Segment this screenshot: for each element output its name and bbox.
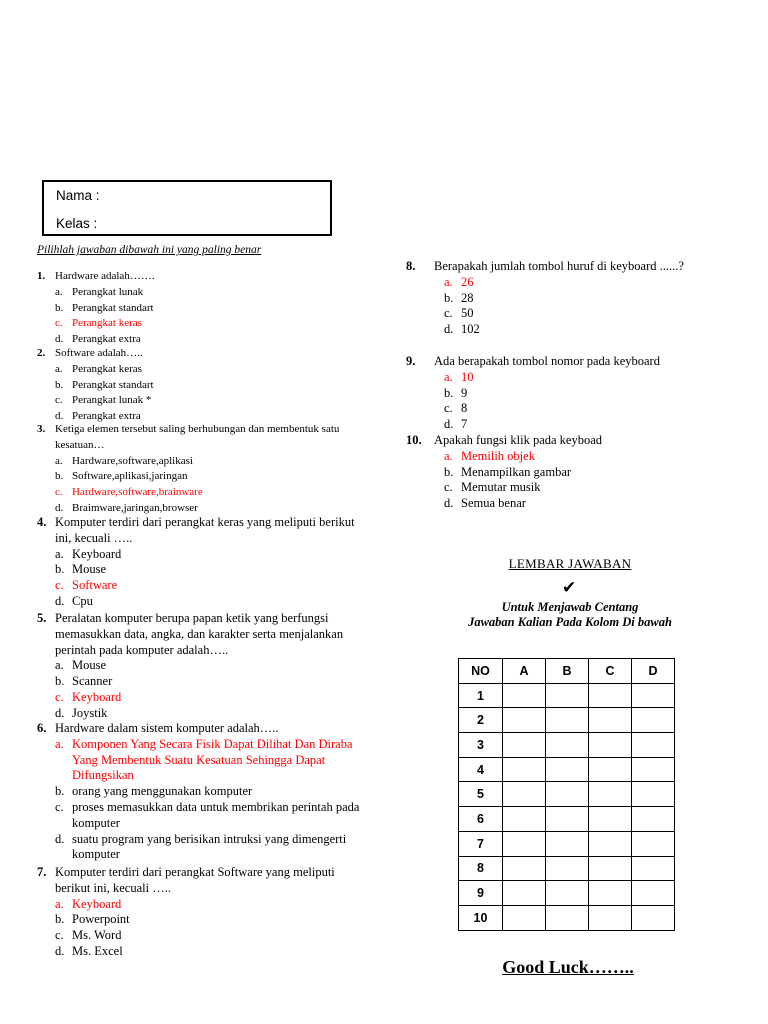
option-d (406, 496, 726, 512)
option-text: Joystik (72, 705, 108, 720)
answer-sheet-instruction-line: Jawaban Kalian Pada Kolom Di bawah (468, 615, 672, 629)
option-b (37, 301, 367, 317)
answer-cell[interactable] (632, 905, 675, 930)
instruction-text: Pilihlah jawaban dibawah ini yang paling benar (37, 244, 262, 256)
question-stem: Komputer terdiri dari perangkat Software yang meliputi berikut ini, kecuali ….. (55, 865, 335, 895)
answer-cell[interactable] (632, 881, 675, 906)
question-1 (37, 269, 367, 348)
option-letter: d. (444, 496, 454, 511)
answer-cell[interactable] (632, 757, 675, 782)
question-8 (406, 259, 726, 338)
option-letter: c. (55, 689, 64, 704)
question-5 (37, 611, 367, 722)
option-letter: c. (55, 928, 64, 943)
answer-table (458, 658, 675, 931)
answer-cell[interactable] (589, 807, 632, 832)
answer-cell[interactable] (589, 831, 632, 856)
option-letter: d. (55, 943, 65, 958)
answer-cell[interactable] (589, 782, 632, 807)
option-b (37, 912, 367, 928)
option-letter: a. (55, 658, 64, 673)
header-cell: A (503, 659, 546, 684)
question-number: 3. (37, 423, 46, 435)
answer-cell[interactable] (546, 905, 589, 930)
class-label: Kelas : (56, 216, 98, 231)
answer-cell[interactable] (589, 881, 632, 906)
option-letter: b. (55, 470, 64, 483)
option-text: Mouse (72, 658, 107, 673)
answer-cell[interactable] (503, 733, 546, 758)
option-text: 50 (461, 306, 474, 321)
header-cell: D (632, 659, 675, 684)
option-letter: b. (55, 912, 65, 927)
option-text: 102 (461, 322, 480, 337)
question-stem: Hardware adalah……. (55, 270, 155, 282)
option-list (406, 449, 726, 512)
option-text: Perangkat standart (72, 378, 154, 391)
option-text: Ms. Word (72, 928, 122, 943)
option-text: 8 (461, 401, 468, 416)
option-letter: c. (444, 480, 453, 495)
question-stem: Ada berapakah tombol nomor pada keyboard (434, 354, 660, 368)
answer-cell[interactable] (546, 831, 589, 856)
row-number: 8 (459, 856, 503, 881)
row-number: 7 (459, 831, 503, 856)
option-list (406, 275, 726, 338)
header-cell: C (589, 659, 632, 684)
question-stem: Komputer terdiri dari perangkat keras yang meliputi berikut ini, kecuali ….. (55, 515, 355, 545)
question-number: 1. (37, 270, 46, 282)
header-cell: NO (459, 659, 503, 684)
option-letter: a. (444, 369, 453, 384)
option-text: Ms. Excel (72, 943, 123, 958)
option-text: Perangkat extra (72, 410, 141, 423)
question-stem: Apakah fungsi klik pada keyboad (434, 433, 603, 447)
question-number: 4. (37, 515, 47, 529)
answer-cell[interactable] (589, 683, 632, 708)
option-text: Keyboard (72, 546, 122, 561)
question-number: 2. (37, 347, 46, 359)
option-c (37, 485, 367, 501)
answer-row (459, 856, 675, 881)
option-a (406, 370, 726, 386)
answer-cell[interactable] (632, 856, 675, 881)
option-a (37, 454, 367, 470)
answer-sheet-instruction (420, 600, 720, 630)
option-text: Komponen Yang Secara Fisik Dapat Dilihat Dan Diraba Yang Membentuk Suatu Kesatuan Sehingga Dapat Difungsikan (72, 736, 353, 783)
answer-cell[interactable] (503, 782, 546, 807)
option-text: Hardware,software,brainware (72, 486, 203, 499)
answer-row (459, 708, 675, 733)
option-letter: a. (444, 448, 453, 463)
option-a (406, 449, 726, 465)
option-d (37, 832, 367, 864)
question-stem: Peralatan komputer berupa papan ketik yang berfungsi memasukkan data, angka, dan karakter serta menjalankan perintah pada komputer adalah….. (55, 611, 344, 657)
option-d (406, 417, 726, 433)
answer-row (459, 782, 675, 807)
option-letter: c. (55, 486, 63, 499)
question-4 (37, 515, 367, 610)
question-number: 8. (406, 259, 416, 273)
answer-row (459, 881, 675, 906)
answer-row (459, 733, 675, 758)
option-text: Memutar musik (461, 480, 541, 495)
option-letter: d. (444, 417, 454, 432)
answer-row (459, 831, 675, 856)
option-b (37, 562, 367, 578)
option-letter: b. (55, 784, 65, 799)
option-d (37, 944, 367, 960)
question-stem: Software adalah….. (55, 347, 143, 359)
option-b (37, 784, 367, 800)
option-list (37, 454, 367, 517)
answer-cell[interactable] (546, 856, 589, 881)
option-letter: d. (444, 322, 454, 337)
row-number: 1 (459, 683, 503, 708)
option-list (406, 370, 726, 433)
question-number: 5. (37, 611, 47, 625)
option-list (37, 897, 367, 960)
question-number: 6. (37, 721, 47, 735)
question-2 (37, 346, 367, 425)
row-number: 9 (459, 881, 503, 906)
option-letter: d. (55, 333, 64, 346)
option-letter: c. (444, 306, 453, 321)
option-letter: a. (55, 454, 63, 467)
answer-cell[interactable] (546, 757, 589, 782)
option-letter: d. (55, 705, 65, 720)
good-luck-text: Good Luck…….. (502, 957, 634, 977)
question-number: 7. (37, 865, 47, 879)
option-text: Braimware,jaringan,browser (72, 501, 198, 514)
option-text: 7 (461, 417, 468, 432)
answer-cell[interactable] (589, 757, 632, 782)
answer-cell[interactable] (546, 683, 589, 708)
row-number: 5 (459, 782, 503, 807)
answer-row (459, 905, 675, 930)
option-letter: d. (55, 410, 64, 423)
name-label: Nama : (56, 188, 100, 203)
option-letter: a. (444, 274, 453, 289)
option-letter: a. (55, 285, 63, 298)
answer-table-header (459, 659, 675, 684)
option-text: Perangkat keras (72, 362, 142, 375)
answer-cell[interactable] (503, 708, 546, 733)
option-a (406, 275, 726, 291)
answer-cell[interactable] (589, 905, 632, 930)
option-b (37, 674, 367, 690)
option-d (37, 594, 367, 610)
option-c (37, 578, 367, 594)
question-10 (406, 433, 726, 512)
option-text: 9 (461, 385, 468, 400)
option-text: 26 (461, 274, 474, 289)
option-b (406, 386, 726, 402)
option-c (37, 690, 367, 706)
option-text: Mouse (72, 562, 107, 577)
option-letter: a. (55, 896, 64, 911)
option-a (37, 285, 367, 301)
answer-cell[interactable] (632, 733, 675, 758)
question-stem: Berapakah jumlah tombol huruf di keyboard ......? (434, 259, 684, 273)
answer-cell[interactable] (546, 782, 589, 807)
option-b (37, 469, 367, 485)
option-c (37, 928, 367, 944)
option-c (406, 306, 726, 322)
option-letter: a. (55, 736, 64, 751)
option-list (37, 737, 367, 863)
option-b (37, 378, 367, 394)
option-text: Perangkat standart (72, 301, 154, 314)
option-b (406, 291, 726, 307)
answer-cell[interactable] (503, 807, 546, 832)
option-text: Cpu (72, 593, 93, 608)
answer-cell[interactable] (589, 856, 632, 881)
row-number: 2 (459, 708, 503, 733)
option-a (37, 658, 367, 674)
option-letter: b. (55, 378, 64, 391)
option-text: Software (72, 578, 118, 593)
option-text: Keyboard (72, 689, 122, 704)
question-stem: Hardware dalam sistem komputer adalah….. (55, 721, 279, 735)
option-text: Menampilkan gambar (461, 464, 572, 479)
option-text: 10 (461, 369, 474, 384)
option-text: proses memasukkan data untuk membrikan perintah pada komputer (72, 799, 360, 830)
answer-cell[interactable] (632, 807, 675, 832)
option-letter: b. (444, 290, 454, 305)
option-c (37, 316, 367, 332)
option-letter: a. (55, 546, 64, 561)
option-letter: c. (55, 317, 63, 330)
option-letter: b. (444, 385, 454, 400)
identity-box (42, 180, 332, 236)
option-text: Scanner (72, 674, 113, 689)
option-text: Keyboard (72, 896, 122, 911)
option-text: Memilih objek (461, 448, 535, 463)
option-c (406, 401, 726, 417)
row-number: 4 (459, 757, 503, 782)
option-list (37, 285, 367, 348)
option-text: orang yang menggunakan komputer (72, 784, 253, 799)
question-3 (37, 422, 367, 517)
option-a (37, 362, 367, 378)
answer-cell[interactable] (632, 683, 675, 708)
answer-cell[interactable] (632, 708, 675, 733)
row-number: 3 (459, 733, 503, 758)
option-letter: b. (55, 674, 65, 689)
answer-cell[interactable] (589, 708, 632, 733)
answer-cell[interactable] (632, 831, 675, 856)
answer-cell[interactable] (546, 881, 589, 906)
option-letter: c. (444, 401, 453, 416)
answer-cell[interactable] (546, 733, 589, 758)
answer-sheet-title: LEMBAR JAWABAN (508, 556, 632, 571)
answer-cell[interactable] (546, 807, 589, 832)
answer-cell[interactable] (503, 831, 546, 856)
question-number: 9. (406, 354, 416, 368)
answer-cell[interactable] (503, 683, 546, 708)
option-letter: d. (55, 501, 64, 514)
answer-row (459, 683, 675, 708)
row-number: 10 (459, 905, 503, 930)
option-text: Semua benar (461, 496, 526, 511)
answer-cell[interactable] (503, 905, 546, 930)
option-text: Powerpoint (72, 912, 130, 927)
answer-row (459, 757, 675, 782)
answer-cell[interactable] (503, 856, 546, 881)
question-9 (406, 354, 726, 433)
option-list (37, 658, 367, 721)
checkmark-icon: ✔ (562, 578, 577, 597)
option-d (37, 706, 367, 722)
option-a (37, 547, 367, 563)
option-b (406, 465, 726, 481)
option-text: Perangkat extra (72, 333, 141, 346)
answer-cell[interactable] (503, 757, 546, 782)
answer-cell[interactable] (589, 733, 632, 758)
option-text: 28 (461, 290, 474, 305)
question-6 (37, 721, 367, 863)
option-text: Perangkat lunak (72, 285, 144, 298)
option-letter: c. (55, 394, 63, 407)
option-list (37, 547, 367, 610)
answer-cell[interactable] (546, 708, 589, 733)
option-c (406, 480, 726, 496)
answer-sheet-instruction-line: Untuk Menjawab Centang (501, 600, 639, 614)
option-letter: b. (55, 562, 65, 577)
row-number: 6 (459, 807, 503, 832)
question-stem: Ketiga elemen tersebut saling berhubungan dan membentuk satu kesatuan… (55, 423, 340, 451)
option-c (37, 393, 367, 409)
option-letter: c. (55, 578, 64, 593)
option-list (37, 362, 367, 425)
option-text: suatu program yang berisikan intruksi yang dimengerti komputer (72, 831, 347, 862)
option-text: Perangkat lunak * (72, 394, 152, 407)
option-letter: d. (55, 593, 65, 608)
option-letter: a. (55, 362, 63, 375)
option-letter: d. (55, 831, 65, 846)
question-number: 10. (406, 433, 422, 447)
answer-cell[interactable] (632, 782, 675, 807)
option-text: Hardware,software,aplikasi (72, 454, 193, 467)
answer-row (459, 807, 675, 832)
option-letter: b. (444, 464, 454, 479)
question-7 (37, 865, 367, 960)
option-text: Perangkat keras (72, 317, 142, 330)
header-cell: B (546, 659, 589, 684)
option-a (37, 897, 367, 913)
option-d (406, 322, 726, 338)
option-text: Software,aplikasi,jaringan (72, 470, 188, 483)
option-letter: c. (55, 799, 64, 814)
option-letter: b. (55, 301, 64, 314)
option-c (37, 800, 367, 832)
option-a (37, 737, 367, 784)
answer-cell[interactable] (503, 881, 546, 906)
